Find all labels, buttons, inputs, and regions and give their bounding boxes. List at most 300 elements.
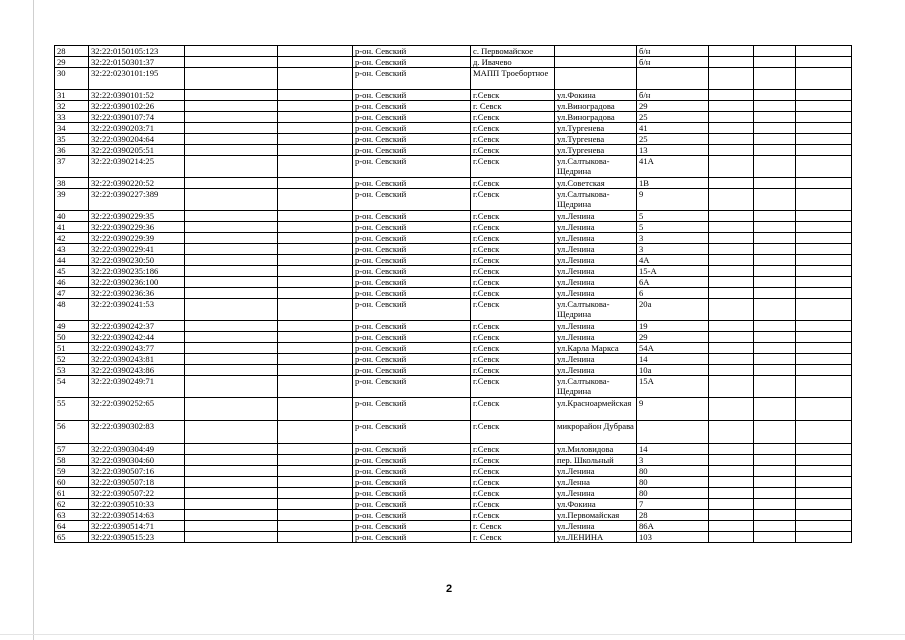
empty-cell	[754, 321, 796, 332]
empty-cell	[709, 277, 754, 288]
empty-cell	[754, 178, 796, 189]
empty-cell	[278, 499, 353, 510]
empty-cell	[278, 376, 353, 398]
locality-cell: г.Севск	[471, 222, 555, 233]
empty-cell	[709, 222, 754, 233]
locality-cell: г.Севск	[471, 156, 555, 178]
empty-cell	[754, 68, 796, 90]
district-cell: р-он. Севский	[353, 156, 471, 178]
row-number-cell: 49	[55, 321, 89, 332]
document-table-container	[54, 45, 851, 543]
locality-cell: г.Севск	[471, 145, 555, 156]
row-number-cell: 50	[55, 332, 89, 343]
district-cell: р-он. Севский	[353, 134, 471, 145]
empty-cell	[709, 123, 754, 134]
house-number-cell: 7	[637, 499, 709, 510]
table-row	[55, 444, 852, 455]
empty-cell	[185, 255, 278, 266]
empty-cell	[278, 532, 353, 543]
empty-cell	[278, 266, 353, 277]
table-row	[55, 343, 852, 354]
house-number-cell: 20а	[637, 299, 709, 321]
empty-cell	[796, 444, 852, 455]
house-number-cell: 80	[637, 488, 709, 499]
empty-cell	[754, 466, 796, 477]
empty-cell	[754, 421, 796, 444]
empty-cell	[278, 421, 353, 444]
cadastral-number-cell: 32:22:0390204:64	[89, 134, 185, 145]
row-number-cell: 63	[55, 510, 89, 521]
street-cell: ул.Ленна	[555, 477, 637, 488]
house-number-cell: 3	[637, 233, 709, 244]
house-number-cell: 15А	[637, 376, 709, 398]
street-cell: ул.Ленина	[555, 521, 637, 532]
table-row	[55, 488, 852, 499]
row-number-cell: 51	[55, 343, 89, 354]
empty-cell	[278, 321, 353, 332]
locality-cell: г.Севск	[471, 211, 555, 222]
empty-cell	[185, 343, 278, 354]
locality-cell: г.Севск	[471, 244, 555, 255]
row-number-cell: 46	[55, 277, 89, 288]
district-cell: р-он. Севский	[353, 510, 471, 521]
district-cell: р-он. Севский	[353, 332, 471, 343]
empty-cell	[709, 288, 754, 299]
empty-cell	[754, 521, 796, 532]
cadastral-number-cell: 32:22:0390220:52	[89, 178, 185, 189]
district-cell: р-он. Севский	[353, 277, 471, 288]
empty-cell	[278, 156, 353, 178]
cadastral-number-cell: 32:22:0390243:77	[89, 343, 185, 354]
row-number-cell: 40	[55, 211, 89, 222]
district-cell: р-он. Севский	[353, 57, 471, 68]
district-cell: р-он. Севский	[353, 90, 471, 101]
cadastral-number-cell: 32:22:0390507:16	[89, 466, 185, 477]
locality-cell: г. Севск	[471, 532, 555, 543]
empty-cell	[796, 222, 852, 233]
house-number-cell: 5	[637, 211, 709, 222]
locality-cell: г.Севск	[471, 288, 555, 299]
empty-cell	[754, 211, 796, 222]
empty-cell	[754, 354, 796, 365]
table-row	[55, 499, 852, 510]
street-cell: ул.Тургенева	[555, 123, 637, 134]
house-number-cell: 5	[637, 222, 709, 233]
house-number-cell: б/н	[637, 90, 709, 101]
table-row	[55, 477, 852, 488]
district-cell: р-он. Севский	[353, 266, 471, 277]
street-cell: пер. Школьный	[555, 455, 637, 466]
locality-cell: г.Севск	[471, 477, 555, 488]
cadastral-number-cell: 32:22:0390230:50	[89, 255, 185, 266]
district-cell: р-он. Севский	[353, 466, 471, 477]
empty-cell	[796, 376, 852, 398]
house-number-cell: 9	[637, 189, 709, 211]
empty-cell	[709, 455, 754, 466]
street-cell: ул.Ленина	[555, 354, 637, 365]
empty-cell	[709, 521, 754, 532]
row-number-cell: 60	[55, 477, 89, 488]
locality-cell: г.Севск	[471, 488, 555, 499]
empty-cell	[185, 499, 278, 510]
cadastral-number-cell: 32:22:0390304:60	[89, 455, 185, 466]
cadastral-number-cell: 32:22:0390507:18	[89, 477, 185, 488]
locality-cell: г.Севск	[471, 510, 555, 521]
locality-cell: г.Севск	[471, 123, 555, 134]
locality-cell: г.Севск	[471, 499, 555, 510]
table-row	[55, 233, 852, 244]
empty-cell	[796, 90, 852, 101]
empty-cell	[278, 145, 353, 156]
empty-cell	[754, 365, 796, 376]
cadastral-number-cell: 32:22:0390514:63	[89, 510, 185, 521]
street-cell: ул.Ленина	[555, 288, 637, 299]
cadastral-number-cell: 32:22:0390515:23	[89, 532, 185, 543]
empty-cell	[185, 189, 278, 211]
locality-cell: г.Севск	[471, 178, 555, 189]
empty-cell	[185, 421, 278, 444]
district-cell: р-он. Севский	[353, 444, 471, 455]
empty-cell	[185, 332, 278, 343]
empty-cell	[278, 211, 353, 222]
row-number-cell: 38	[55, 178, 89, 189]
row-number-cell: 61	[55, 488, 89, 499]
empty-cell	[754, 112, 796, 123]
empty-cell	[278, 255, 353, 266]
table-row	[55, 466, 852, 477]
row-number-cell: 37	[55, 156, 89, 178]
empty-cell	[796, 455, 852, 466]
empty-cell	[709, 421, 754, 444]
house-number-cell	[637, 68, 709, 90]
row-number-cell: 39	[55, 189, 89, 211]
cadastral-number-cell: 32:22:0390507:22	[89, 488, 185, 499]
empty-cell	[185, 211, 278, 222]
street-cell: ул.ЛЕНИНА	[555, 532, 637, 543]
district-cell: р-он. Севский	[353, 477, 471, 488]
table-row	[55, 189, 852, 211]
empty-cell	[278, 123, 353, 134]
empty-cell	[278, 332, 353, 343]
empty-cell	[754, 398, 796, 421]
street-cell: ул.Красноармейская	[555, 398, 637, 421]
scan-edge-line	[0, 634, 905, 635]
house-number-cell: 19	[637, 321, 709, 332]
cadastral-number-cell: 32:22:0390229:39	[89, 233, 185, 244]
empty-cell	[709, 398, 754, 421]
house-number-cell: 103	[637, 532, 709, 543]
table-row	[55, 134, 852, 145]
district-cell: р-он. Севский	[353, 354, 471, 365]
locality-cell: г.Севск	[471, 365, 555, 376]
district-cell: р-он. Севский	[353, 488, 471, 499]
cadastral-number-cell: 32:22:0390229:41	[89, 244, 185, 255]
street-cell	[555, 57, 637, 68]
district-cell: р-он. Севский	[353, 521, 471, 532]
empty-cell	[278, 365, 353, 376]
locality-cell: г.Севск	[471, 444, 555, 455]
row-number-cell: 32	[55, 101, 89, 112]
row-number-cell: 34	[55, 123, 89, 134]
district-cell: р-он. Севский	[353, 112, 471, 123]
empty-cell	[796, 233, 852, 244]
empty-cell	[796, 510, 852, 521]
table-row	[55, 46, 852, 57]
street-cell: ул.Фокина	[555, 499, 637, 510]
house-number-cell: б/н	[637, 57, 709, 68]
house-number-cell: 41А	[637, 156, 709, 178]
row-number-cell: 58	[55, 455, 89, 466]
table-row	[55, 145, 852, 156]
house-number-cell: 41	[637, 123, 709, 134]
row-number-cell: 48	[55, 299, 89, 321]
cadastral-number-cell: 32:22:0390236:100	[89, 277, 185, 288]
empty-cell	[709, 376, 754, 398]
empty-cell	[796, 477, 852, 488]
empty-cell	[709, 477, 754, 488]
empty-cell	[754, 299, 796, 321]
empty-cell	[278, 101, 353, 112]
empty-cell	[754, 288, 796, 299]
locality-cell: г. Севск	[471, 521, 555, 532]
row-number-cell: 43	[55, 244, 89, 255]
empty-cell	[796, 101, 852, 112]
street-cell: ул.Ленина	[555, 222, 637, 233]
table-row	[55, 376, 852, 398]
table-row	[55, 521, 852, 532]
cadastral-number-cell: 32:22:0390304:49	[89, 444, 185, 455]
row-number-cell: 33	[55, 112, 89, 123]
empty-cell	[796, 57, 852, 68]
empty-cell	[709, 68, 754, 90]
locality-cell: г.Севск	[471, 266, 555, 277]
locality-cell: г.Севск	[471, 321, 555, 332]
street-cell: ул.Тургенева	[555, 134, 637, 145]
empty-cell	[796, 255, 852, 266]
locality-cell: д. Ивачево	[471, 57, 555, 68]
district-cell: р-он. Севский	[353, 178, 471, 189]
locality-cell: г.Севск	[471, 332, 555, 343]
empty-cell	[709, 466, 754, 477]
locality-cell: г.Севск	[471, 90, 555, 101]
empty-cell	[754, 332, 796, 343]
row-number-cell: 55	[55, 398, 89, 421]
empty-cell	[709, 488, 754, 499]
empty-cell	[278, 354, 353, 365]
locality-cell: г.Севск	[471, 398, 555, 421]
page-number: 2	[446, 583, 453, 595]
house-number-cell: 4А	[637, 255, 709, 266]
empty-cell	[278, 90, 353, 101]
empty-cell	[185, 398, 278, 421]
locality-cell: с. Первомайское	[471, 46, 555, 57]
locality-cell: г.Севск	[471, 277, 555, 288]
empty-cell	[796, 343, 852, 354]
row-number-cell: 65	[55, 532, 89, 543]
empty-cell	[709, 332, 754, 343]
house-number-cell: 29	[637, 101, 709, 112]
empty-cell	[754, 277, 796, 288]
table-row	[55, 398, 852, 421]
locality-cell: г.Севск	[471, 134, 555, 145]
empty-cell	[185, 266, 278, 277]
cadastral-number-cell: 32:22:0390205:51	[89, 145, 185, 156]
district-cell: р-он. Севский	[353, 233, 471, 244]
district-cell: р-он. Севский	[353, 101, 471, 112]
empty-cell	[278, 112, 353, 123]
table-body	[55, 46, 852, 543]
table-row	[55, 455, 852, 466]
empty-cell	[796, 145, 852, 156]
district-cell: р-он. Севский	[353, 145, 471, 156]
empty-cell	[754, 455, 796, 466]
house-number-cell: 14	[637, 444, 709, 455]
cadastral-number-cell: 32:22:0390249:71	[89, 376, 185, 398]
empty-cell	[709, 90, 754, 101]
street-cell: ул.Первомайская	[555, 510, 637, 521]
empty-cell	[278, 57, 353, 68]
street-cell: ул.Карла Маркса	[555, 343, 637, 354]
district-cell: р-он. Севский	[353, 321, 471, 332]
row-number-cell: 30	[55, 68, 89, 90]
cadastral-number-cell: 32:22:0230101:195	[89, 68, 185, 90]
empty-cell	[185, 466, 278, 477]
empty-cell	[754, 101, 796, 112]
table-row	[55, 532, 852, 543]
house-number-cell: 54А	[637, 343, 709, 354]
empty-cell	[709, 354, 754, 365]
row-number-cell: 64	[55, 521, 89, 532]
empty-cell	[185, 233, 278, 244]
table-row	[55, 178, 852, 189]
table-row	[55, 211, 852, 222]
empty-cell	[796, 211, 852, 222]
empty-cell	[278, 277, 353, 288]
empty-cell	[709, 499, 754, 510]
empty-cell	[278, 222, 353, 233]
street-cell: ул.Советская	[555, 178, 637, 189]
empty-cell	[709, 343, 754, 354]
street-cell: ул.Ленина	[555, 244, 637, 255]
empty-cell	[278, 288, 353, 299]
empty-cell	[754, 145, 796, 156]
empty-cell	[754, 123, 796, 134]
empty-cell	[796, 332, 852, 343]
table-row	[55, 244, 852, 255]
cadastral-table	[54, 45, 852, 543]
house-number-cell: 25	[637, 112, 709, 123]
empty-cell	[796, 134, 852, 145]
street-cell: ул.Ленина	[555, 365, 637, 376]
empty-cell	[796, 321, 852, 332]
empty-cell	[709, 233, 754, 244]
empty-cell	[185, 101, 278, 112]
scan-margin-line	[33, 0, 34, 640]
table-row	[55, 277, 852, 288]
empty-cell	[796, 244, 852, 255]
empty-cell	[709, 510, 754, 521]
district-cell: р-он. Севский	[353, 68, 471, 90]
street-cell: ул.Ленина	[555, 321, 637, 332]
empty-cell	[796, 189, 852, 211]
cadastral-number-cell: 32:22:0390252:65	[89, 398, 185, 421]
table-row	[55, 365, 852, 376]
street-cell: ул.Ленина	[555, 277, 637, 288]
empty-cell	[796, 532, 852, 543]
empty-cell	[278, 488, 353, 499]
empty-cell	[185, 376, 278, 398]
empty-cell	[754, 343, 796, 354]
row-number-cell: 35	[55, 134, 89, 145]
cadastral-number-cell: 32:22:0390242:37	[89, 321, 185, 332]
empty-cell	[709, 444, 754, 455]
empty-cell	[754, 255, 796, 266]
table-row	[55, 123, 852, 134]
empty-cell	[278, 455, 353, 466]
table-row	[55, 288, 852, 299]
row-number-cell: 52	[55, 354, 89, 365]
table-row	[55, 112, 852, 123]
district-cell: р-он. Севский	[353, 123, 471, 134]
empty-cell	[185, 365, 278, 376]
empty-cell	[185, 90, 278, 101]
district-cell: р-он. Севский	[353, 255, 471, 266]
empty-cell	[185, 244, 278, 255]
empty-cell	[754, 189, 796, 211]
row-number-cell: 54	[55, 376, 89, 398]
row-number-cell: 47	[55, 288, 89, 299]
empty-cell	[754, 46, 796, 57]
empty-cell	[796, 299, 852, 321]
house-number-cell: 1В	[637, 178, 709, 189]
empty-cell	[185, 299, 278, 321]
empty-cell	[709, 255, 754, 266]
table-row	[55, 222, 852, 233]
district-cell: р-он. Севский	[353, 532, 471, 543]
street-cell: ул.Миловидова	[555, 444, 637, 455]
empty-cell	[709, 211, 754, 222]
street-cell	[555, 68, 637, 90]
cadastral-number-cell: 32:22:0390241:53	[89, 299, 185, 321]
row-number-cell: 62	[55, 499, 89, 510]
empty-cell	[754, 134, 796, 145]
empty-cell	[278, 178, 353, 189]
empty-cell	[709, 365, 754, 376]
cadastral-number-cell: 32:22:0150105:123	[89, 46, 185, 57]
cadastral-number-cell: 32:22:0390514:71	[89, 521, 185, 532]
empty-cell	[796, 112, 852, 123]
empty-cell	[185, 222, 278, 233]
house-number-cell: 15-А	[637, 266, 709, 277]
cadastral-number-cell: 32:22:0390229:36	[89, 222, 185, 233]
house-number-cell: 3	[637, 455, 709, 466]
table-row	[55, 299, 852, 321]
house-number-cell: 14	[637, 354, 709, 365]
cadastral-number-cell: 32:22:0390235:186	[89, 266, 185, 277]
empty-cell	[278, 299, 353, 321]
empty-cell	[796, 68, 852, 90]
house-number-cell: 10а	[637, 365, 709, 376]
empty-cell	[278, 244, 353, 255]
table-row	[55, 156, 852, 178]
cadastral-number-cell: 32:22:0390302:83	[89, 421, 185, 444]
district-cell: р-он. Севский	[353, 376, 471, 398]
empty-cell	[754, 57, 796, 68]
cadastral-number-cell: 32:22:0390227:389	[89, 189, 185, 211]
street-cell: ул.Салтыкова-Щедрина	[555, 299, 637, 321]
street-cell	[555, 46, 637, 57]
district-cell: р-он. Севский	[353, 189, 471, 211]
